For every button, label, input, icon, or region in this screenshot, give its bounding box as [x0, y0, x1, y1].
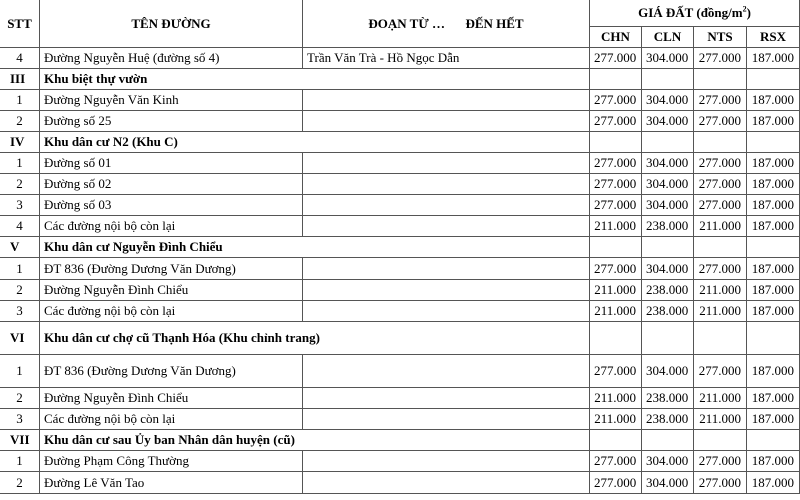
empty-cell — [747, 132, 800, 153]
price-cln: 238.000 — [642, 301, 694, 322]
street-name: Đường số 02 — [40, 174, 303, 195]
price-rsx: 187.000 — [747, 153, 800, 174]
price-chn: 277.000 — [590, 111, 642, 132]
price-chn: 277.000 — [590, 174, 642, 195]
empty-cell — [747, 69, 800, 90]
table-row — [0, 195, 800, 216]
price-rsx: 187.000 — [747, 355, 800, 388]
price-cln: 238.000 — [642, 216, 694, 237]
street-segment — [303, 355, 590, 388]
empty-cell — [590, 132, 642, 153]
street-name: Đường số 01 — [40, 153, 303, 174]
empty-cell — [642, 430, 694, 451]
section-row — [0, 237, 800, 258]
price-cln: 238.000 — [642, 409, 694, 430]
street-segment — [303, 301, 590, 322]
empty-cell — [642, 322, 694, 355]
table-row — [0, 216, 800, 237]
street-segment — [303, 280, 590, 301]
price-chn: 277.000 — [590, 258, 642, 280]
price-nts: 277.000 — [694, 355, 747, 388]
price-cln: 304.000 — [642, 174, 694, 195]
street-segment — [303, 216, 590, 237]
section-row — [0, 322, 800, 355]
row-number: 1 — [0, 153, 40, 174]
header-stt: STT — [0, 0, 40, 48]
table-row — [0, 111, 800, 132]
row-number: 2 — [0, 174, 40, 195]
empty-cell — [694, 69, 747, 90]
table-row — [0, 48, 800, 69]
street-name: ĐT 836 (Đường Dương Văn Dương) — [40, 258, 303, 280]
empty-cell — [747, 430, 800, 451]
row-number: 3 — [0, 409, 40, 430]
section-title: Khu biệt thự vườn — [40, 69, 590, 90]
header-street-name: TÊN ĐƯỜNG — [40, 0, 303, 48]
price-cln: 304.000 — [642, 111, 694, 132]
price-chn: 211.000 — [590, 280, 642, 301]
street-segment — [303, 153, 590, 174]
table-body — [0, 48, 800, 494]
price-cln: 304.000 — [642, 355, 694, 388]
street-name: Đường Nguyễn Đình Chiểu — [40, 388, 303, 409]
header-land-price: GIÁ ĐẤT $(đồng/m^2)$ — [590, 0, 800, 27]
price-rsx: 187.000 — [747, 258, 800, 280]
price-chn: 277.000 — [590, 195, 642, 216]
price-nts: 277.000 — [694, 451, 747, 472]
table-row — [0, 174, 800, 195]
price-rsx: 187.000 — [747, 174, 800, 195]
price-cln: 238.000 — [642, 280, 694, 301]
row-number: 2 — [0, 111, 40, 132]
price-rsx: 187.000 — [747, 48, 800, 69]
section-row — [0, 69, 800, 90]
street-segment — [303, 111, 590, 132]
price-cln: 238.000 — [642, 388, 694, 409]
street-name: ĐT 836 (Đường Dương Văn Dương) — [40, 355, 303, 388]
empty-cell — [694, 430, 747, 451]
price-chn: 211.000 — [590, 216, 642, 237]
section-number: VII — [0, 430, 40, 451]
street-segment — [303, 90, 590, 111]
section-number: VI — [0, 322, 40, 355]
row-number: 3 — [0, 301, 40, 322]
street-segment — [303, 409, 590, 430]
header-col-nts: NTS — [694, 27, 747, 48]
price-cln: 304.000 — [642, 451, 694, 472]
empty-cell — [694, 237, 747, 258]
street-name: Đường Nguyễn Huệ (đường số 4) — [40, 48, 303, 69]
header-col-chn: CHN — [590, 27, 642, 48]
price-rsx: 187.000 — [747, 472, 800, 494]
empty-cell — [747, 237, 800, 258]
section-title: Khu dân cư N2 (Khu C) — [40, 132, 590, 153]
section-row — [0, 430, 800, 451]
street-name: Các đường nội bộ còn lại — [40, 216, 303, 237]
empty-cell — [590, 322, 642, 355]
price-nts: 277.000 — [694, 472, 747, 494]
empty-cell — [590, 69, 642, 90]
table-row — [0, 388, 800, 409]
price-cln: 304.000 — [642, 195, 694, 216]
empty-cell — [642, 69, 694, 90]
empty-cell — [590, 430, 642, 451]
price-nts: 277.000 — [694, 174, 747, 195]
row-number: 1 — [0, 90, 40, 111]
row-number: 2 — [0, 472, 40, 494]
price-nts: 277.000 — [694, 90, 747, 111]
header-segment — [303, 0, 590, 48]
price-cln: 304.000 — [642, 153, 694, 174]
street-name: Đường Nguyễn Đình Chiểu — [40, 280, 303, 301]
street-name: Đường Nguyễn Văn Kinh — [40, 90, 303, 111]
price-nts: 277.000 — [694, 195, 747, 216]
section-row — [0, 132, 800, 153]
price-nts: 277.000 — [694, 48, 747, 69]
section-number: IV — [0, 132, 40, 153]
table-row — [0, 472, 800, 494]
price-rsx: 187.000 — [747, 301, 800, 322]
price-chn: 277.000 — [590, 451, 642, 472]
empty-cell — [642, 237, 694, 258]
price-rsx: 187.000 — [747, 451, 800, 472]
table-row — [0, 409, 800, 430]
street-segment — [303, 472, 590, 494]
price-cln: 304.000 — [642, 48, 694, 69]
row-number: 1 — [0, 258, 40, 280]
price-chn: 211.000 — [590, 388, 642, 409]
row-number: 2 — [0, 388, 40, 409]
header-col-cln: CLN — [642, 27, 694, 48]
table-row — [0, 451, 800, 472]
header-row-top — [0, 0, 800, 27]
price-nts: 277.000 — [694, 258, 747, 280]
street-name: Đường Lê Văn Tao — [40, 472, 303, 494]
price-nts: 211.000 — [694, 409, 747, 430]
street-name: Các đường nội bộ còn lại — [40, 301, 303, 322]
price-chn: 277.000 — [590, 48, 642, 69]
price-rsx: 187.000 — [747, 409, 800, 430]
price-chn: 277.000 — [590, 472, 642, 494]
row-number: 4 — [0, 48, 40, 69]
price-chn: 277.000 — [590, 90, 642, 111]
section-number: V — [0, 237, 40, 258]
header-segment-from: ĐOẠN TỪ … — [368, 15, 445, 31]
price-chn: 211.000 — [590, 409, 642, 430]
street-name: Đường số 25 — [40, 111, 303, 132]
price-cln: 304.000 — [642, 90, 694, 111]
row-number: 3 — [0, 195, 40, 216]
street-segment: Trần Văn Trà - Hồ Ngọc Dẫn — [303, 48, 590, 69]
price-nts: 211.000 — [694, 216, 747, 237]
street-name: Đường số 03 — [40, 195, 303, 216]
street-segment — [303, 195, 590, 216]
price-nts: 277.000 — [694, 111, 747, 132]
empty-cell — [642, 132, 694, 153]
table-row — [0, 258, 800, 280]
street-segment — [303, 388, 590, 409]
price-chn: 277.000 — [590, 355, 642, 388]
table-row — [0, 90, 800, 111]
price-nts: 211.000 — [694, 280, 747, 301]
price-nts: 277.000 — [694, 153, 747, 174]
price-cln: 304.000 — [642, 472, 694, 494]
table-row — [0, 280, 800, 301]
row-number: 1 — [0, 451, 40, 472]
section-number: III — [0, 69, 40, 90]
price-rsx: 187.000 — [747, 195, 800, 216]
price-chn: 211.000 — [590, 301, 642, 322]
price-rsx: 187.000 — [747, 388, 800, 409]
header-segment-to: ĐẾN HẾT — [465, 15, 524, 31]
empty-cell — [694, 132, 747, 153]
street-segment — [303, 174, 590, 195]
empty-cell — [747, 322, 800, 355]
empty-cell — [590, 237, 642, 258]
row-number: 1 — [0, 355, 40, 388]
street-name: Đường Phạm Công Thường — [40, 451, 303, 472]
street-name: Các đường nội bộ còn lại — [40, 409, 303, 430]
price-nts: 211.000 — [694, 388, 747, 409]
section-title: Khu dân cư Nguyễn Đình Chiểu — [40, 237, 590, 258]
section-title: Khu dân cư sau Ủy ban Nhân dân huyện (cũ) — [40, 430, 590, 451]
header-col-rsx: RSX — [747, 27, 800, 48]
section-title: Khu dân cư chợ cũ Thạnh Hóa (Khu chỉnh trang) — [40, 322, 590, 355]
street-segment — [303, 451, 590, 472]
price-rsx: 187.000 — [747, 90, 800, 111]
price-chn: 277.000 — [590, 153, 642, 174]
table-row — [0, 301, 800, 322]
price-rsx: 187.000 — [747, 280, 800, 301]
table-row — [0, 355, 800, 388]
row-number: 4 — [0, 216, 40, 237]
row-number: 2 — [0, 280, 40, 301]
empty-cell — [694, 322, 747, 355]
price-cln: 304.000 — [642, 258, 694, 280]
price-rsx: 187.000 — [747, 111, 800, 132]
street-segment — [303, 258, 590, 280]
table-row — [0, 153, 800, 174]
price-nts: 211.000 — [694, 301, 747, 322]
price-rsx: 187.000 — [747, 216, 800, 237]
